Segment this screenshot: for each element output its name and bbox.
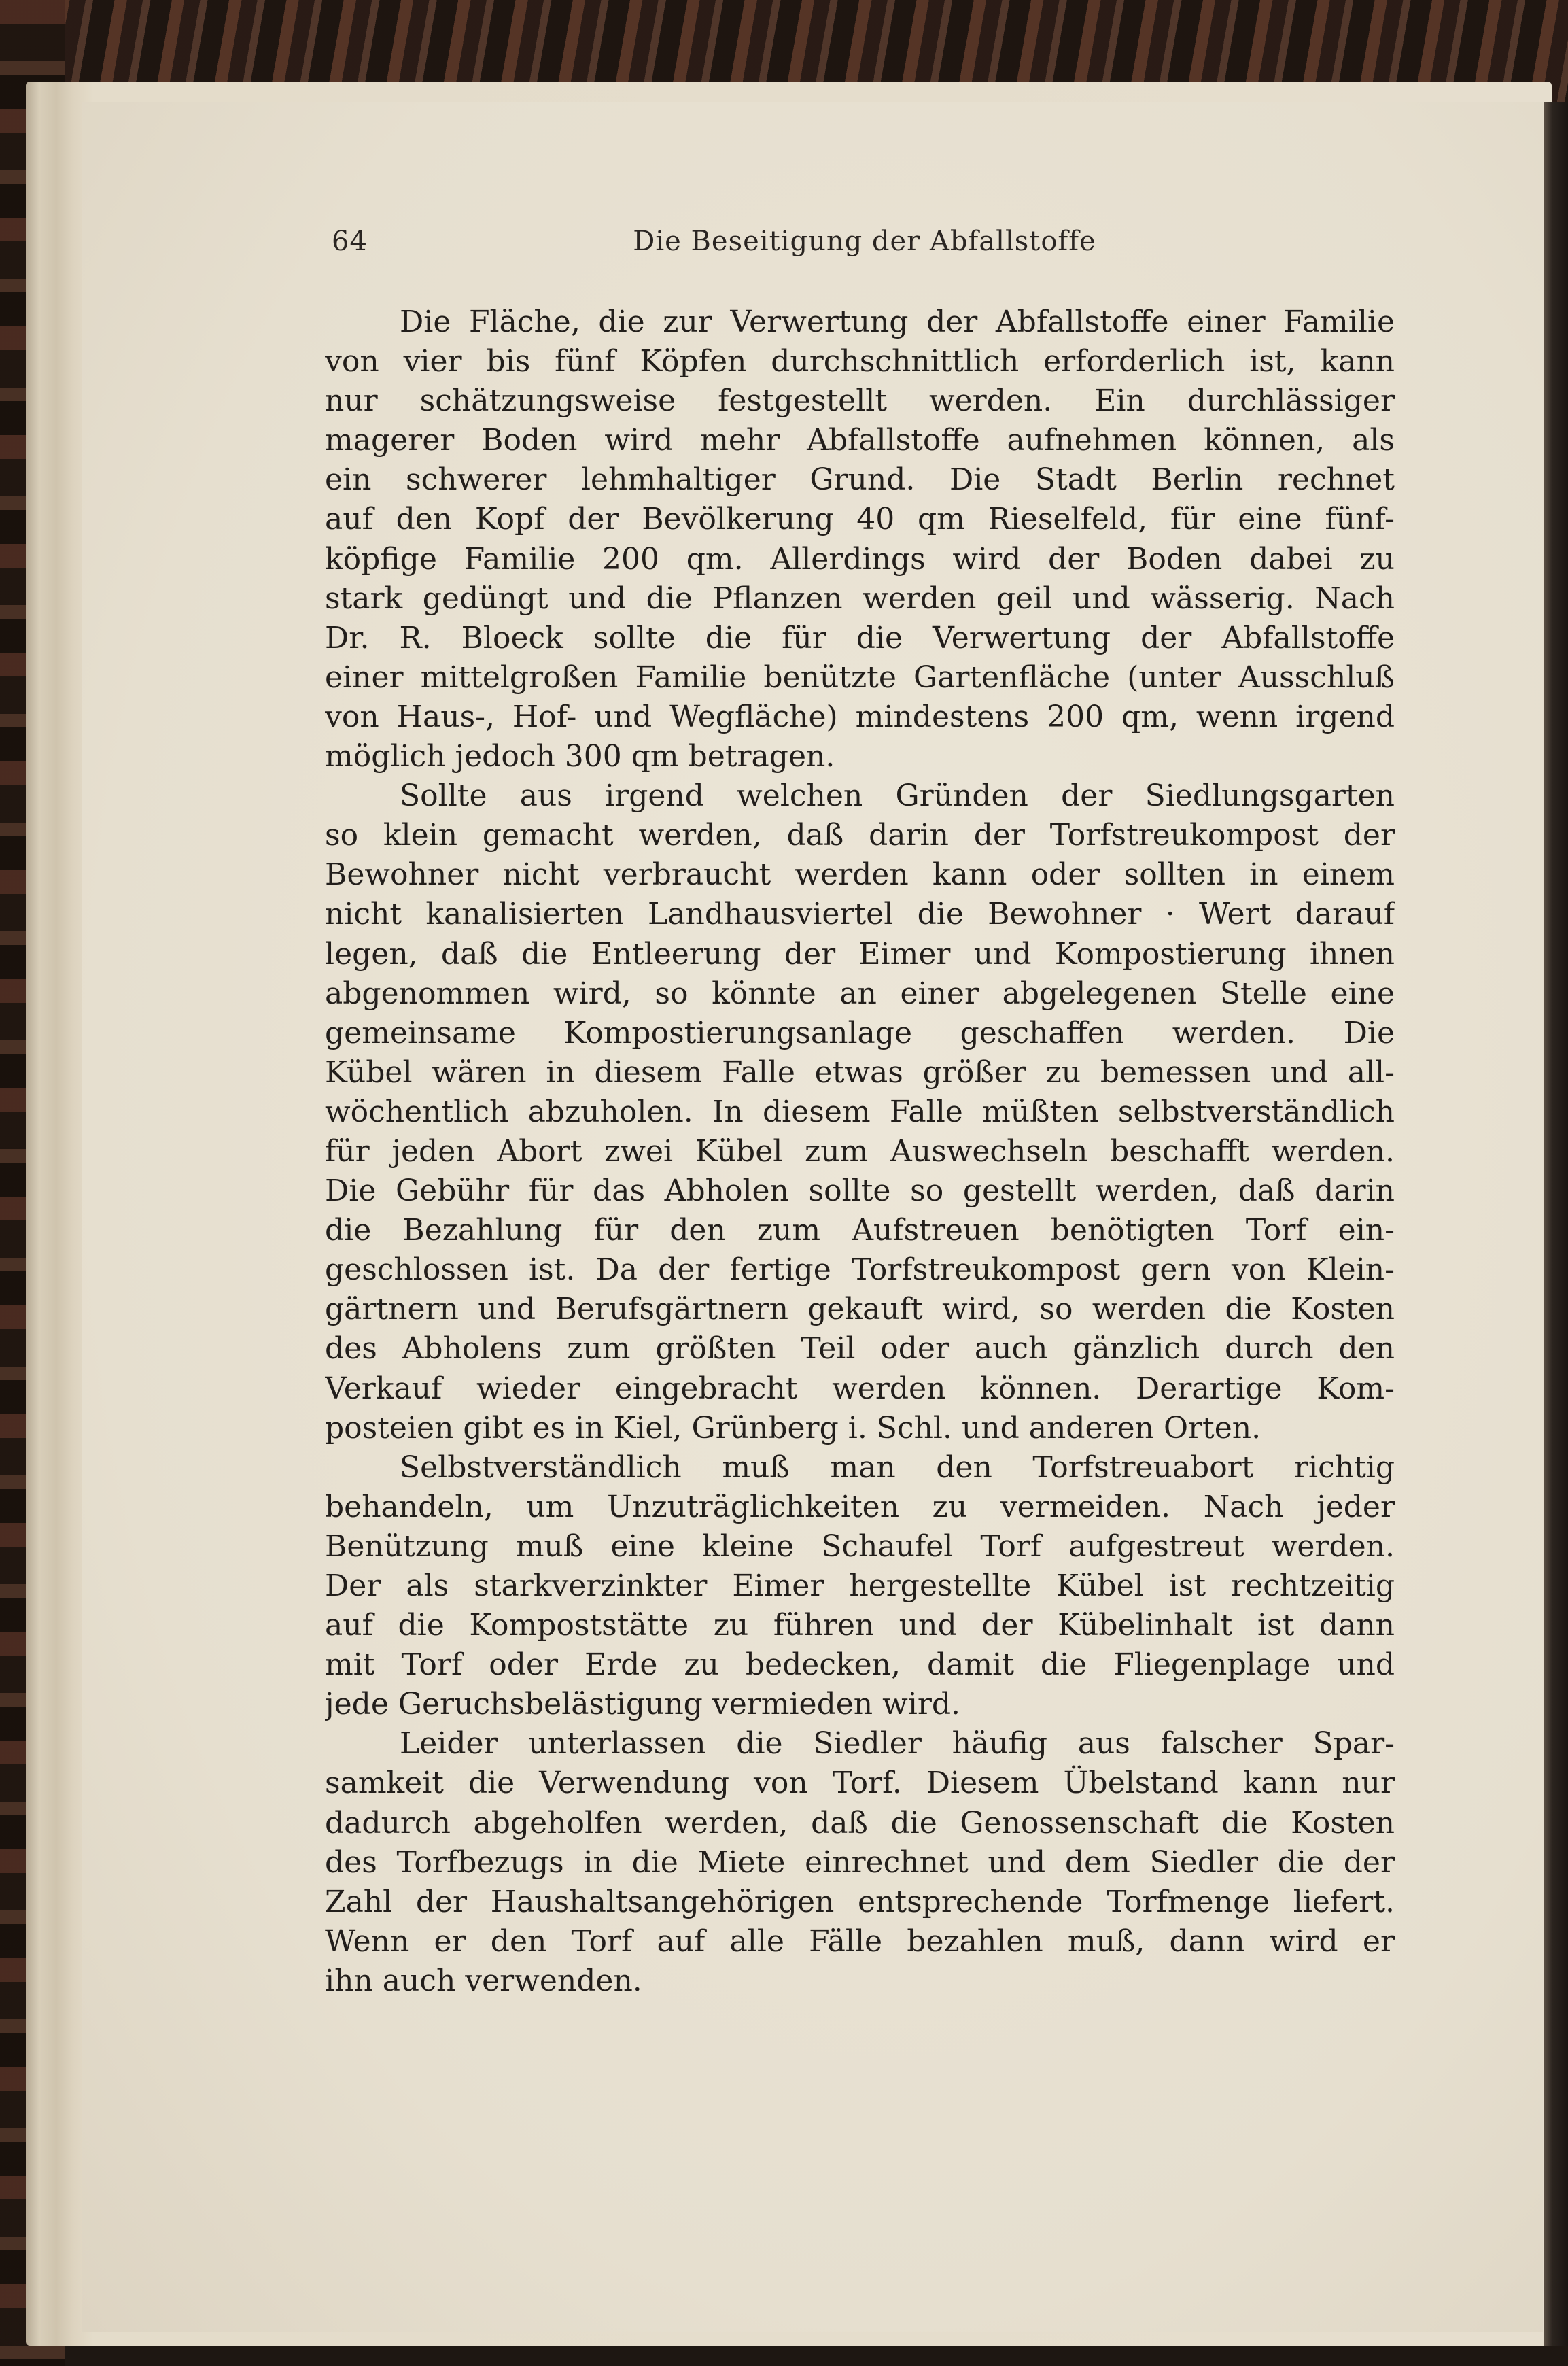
- paragraph: [325, 776, 1395, 1448]
- text-line: Der als starkverzinkter Eimer hergestellte Kübel ist rechtzeitig: [325, 1568, 1395, 1603]
- text-line: gärtnern und Berufsgärtnern gekauft wird, so werden die Kosten: [325, 1292, 1395, 1327]
- page-number: 64: [332, 226, 368, 257]
- text-line: von Haus-, Hof- und Wegfläche) mindestens 200 qm, wenn irgend: [325, 699, 1395, 734]
- text-line: die Bezahlung für den zum Aufstreuen benötigten Torf ein-: [325, 1213, 1395, 1248]
- running-title: Die Beseitigung der Abfallstoffe: [633, 226, 1096, 257]
- text-line: auf den Kopf der Bevölkerung 40 qm Rieselfeld, für eine fünf-: [325, 502, 1395, 537]
- running-header: [332, 226, 1397, 267]
- body-text: [325, 303, 1395, 2001]
- text-line: Sollte aus irgend welchen Gründen der Siedlungsgarten: [400, 778, 1395, 814]
- text-line: stark gedüngt und die Pflanzen werden geil und wässerig. Nach: [325, 581, 1395, 616]
- text-line: möglich jedoch 300 qm betragen.: [325, 739, 835, 774]
- text-line: von vier bis fünf Köpfen durchschnittlich erforderlich ist, kann: [325, 344, 1395, 379]
- text-line: samkeit die Verwendung von Torf. Diesem Übelstand kann nur: [325, 1766, 1395, 1801]
- text-line: ihn auch verwenden.: [325, 1963, 642, 1998]
- text-line: dadurch abgeholfen werden, daß die Genossenschaft die Kosten: [325, 1805, 1395, 1840]
- text-line: Dr. R. Bloeck sollte die für die Verwertung der Abfallstoffe: [325, 620, 1395, 655]
- text-line: Die Fläche, die zur Verwertung der Abfallstoffe einer Familie: [400, 305, 1395, 339]
- paragraph: [325, 1448, 1395, 1725]
- text-line: Zahl der Haushaltsangehörigen entsprechende Torfmenge liefert.: [325, 1884, 1395, 1919]
- text-line: für jeden Abort zwei Kübel zum Auswechseln beschafft werden.: [325, 1133, 1395, 1169]
- paragraph: [325, 1724, 1395, 2001]
- text-line: gemeinsame Kompostierungsanlage geschaffen werden. Die: [325, 1015, 1395, 1050]
- text-line: abgenommen wird, so könnte an einer abgelegenen Stelle eine: [325, 976, 1395, 1011]
- text-line: Selbstverständlich muß man den Torfstreuabort richtig: [400, 1450, 1395, 1485]
- text-line: Die Gebühr für das Abholen sollte so gestellt werden, daß darin: [325, 1173, 1395, 1209]
- text-line: Kübel wären in diesem Falle etwas größer zu bemessen und all-: [325, 1055, 1395, 1090]
- paragraph: [325, 303, 1395, 776]
- text-line: behandeln, um Unzuträglichkeiten zu vermeiden. Nach jeder: [325, 1489, 1395, 1524]
- text-line: Benützung muß eine kleine Schaufel Torf aufgestreut werden.: [325, 1528, 1395, 1564]
- text-line: wöchentlich abzuholen. In diesem Falle müßten selbstverständlich: [325, 1094, 1395, 1129]
- text-line: mit Torf oder Erde zu bedecken, damit die Fliegenplage und: [325, 1647, 1395, 1683]
- book-spine-shadow: [1544, 102, 1568, 2346]
- text-line: Wenn er den Torf auf alle Fälle bezahlen muß, dann wird er: [325, 1923, 1395, 1959]
- text-line: posteien gibt es in Kiel, Grünberg i. Schl. und anderen Orten.: [325, 1410, 1261, 1445]
- text-line: des Torfbezugs in die Miete einrechnet und dem Siedler die der: [325, 1845, 1395, 1880]
- text-line: auf die Kompoststätte zu führen und der Kübelinhalt ist dann: [325, 1608, 1395, 1643]
- text-line: nur schätzungsweise festgestellt werden. Ein durchlässiger: [325, 383, 1395, 419]
- text-line: Verkauf wieder eingebracht werden können. Derartige Kom-: [325, 1371, 1395, 1406]
- text-line: Bewohner nicht verbraucht werden kann oder sollten in einem: [325, 857, 1395, 893]
- text-line: legen, daß die Entleerung der Eimer und Kompostierung ihnen: [325, 936, 1395, 972]
- text-line: ein schwerer lehmhaltiger Grund. Die Stadt Berlin rechnet: [325, 462, 1395, 498]
- text-line: magerer Boden wird mehr Abfallstoffe aufnehmen können, als: [325, 423, 1395, 458]
- text-line: Leider unterlassen die Siedler häufig aus falscher Spar-: [400, 1726, 1395, 1762]
- text-line: so klein gemacht werden, daß darin der Torfstreukompost der: [325, 818, 1395, 853]
- text-line: nicht kanalisierten Landhausviertel die Bewohner · Wert darauf: [325, 897, 1395, 932]
- text-line: einer mittelgroßen Familie benützte Gartenfläche (unter Ausschluß: [325, 659, 1395, 695]
- text-line: des Abholens zum größten Teil oder auch gänzlich durch den: [325, 1331, 1395, 1367]
- text-line: geschlossen ist. Da der fertige Torfstreukompost gern von Klein-: [325, 1252, 1395, 1288]
- text-line: köpfige Familie 200 qm. Allerdings wird der Boden dabei zu: [325, 541, 1395, 577]
- text-line: jede Geruchsbelästigung vermieden wird.: [325, 1687, 961, 1722]
